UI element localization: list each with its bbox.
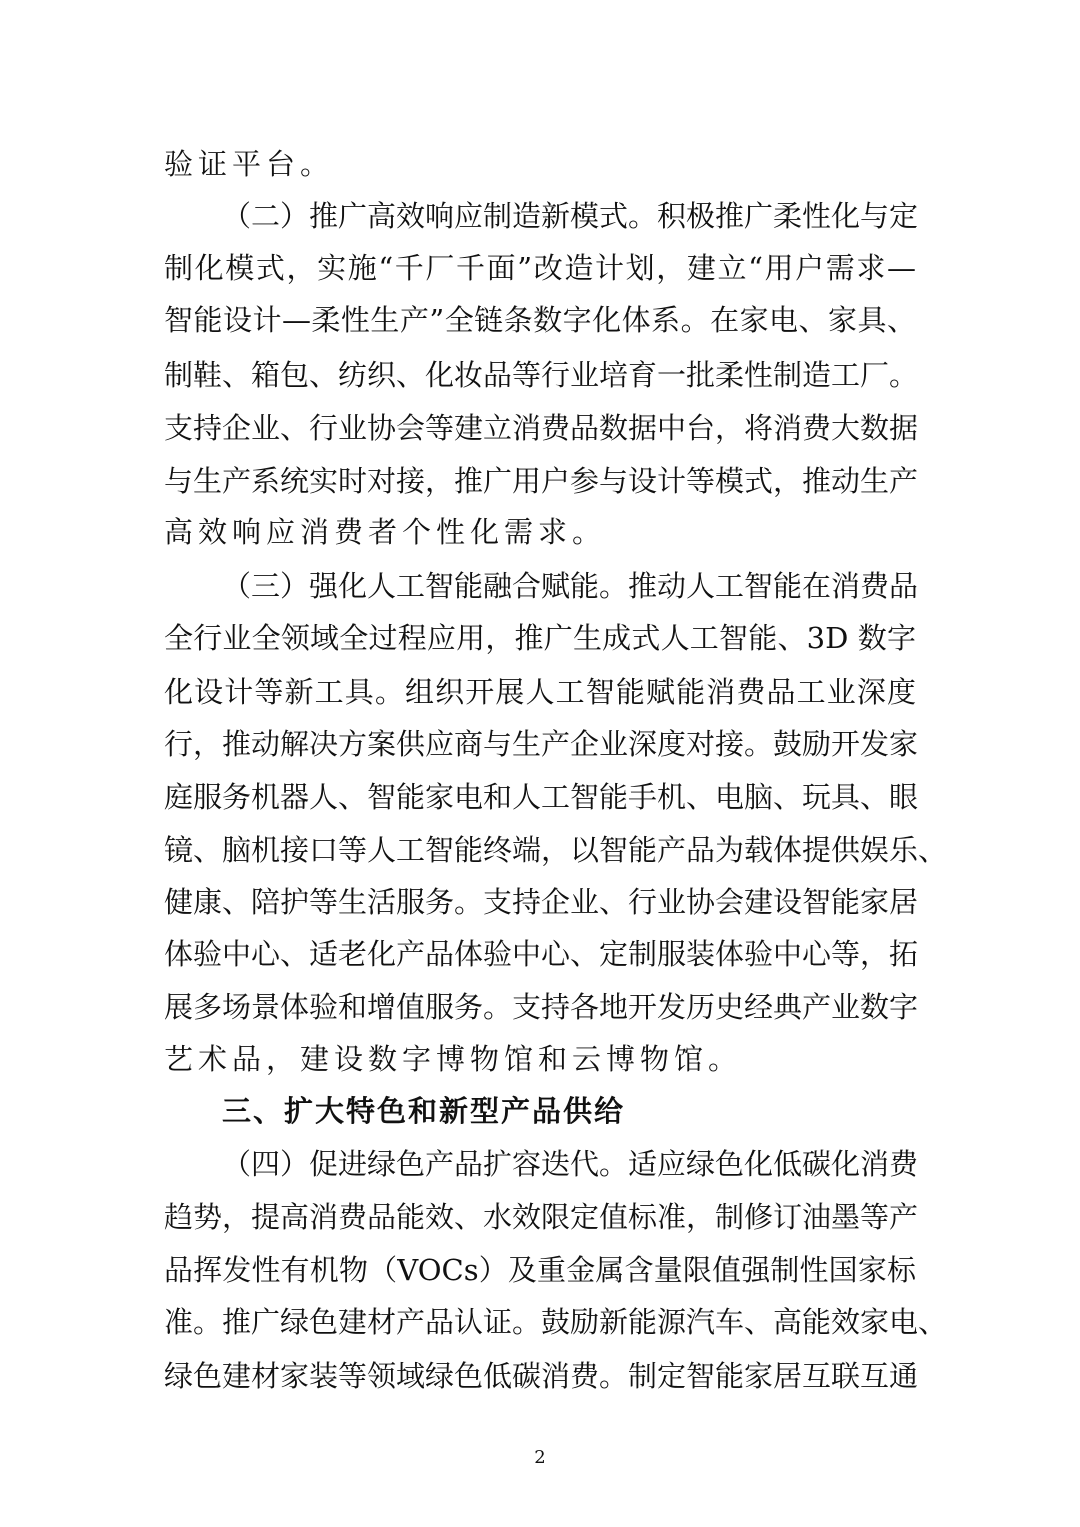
section-heading-3: （三）强化人工智能融合赋能。推动人工智能在消费品 <box>222 569 919 603</box>
text-line: 体验中心、适老化产品体验中心、定制服装体验中心等，拓 <box>164 937 919 971</box>
text-line: 行，推动解决方案供应商与生产企业深度对接。鼓励开发家 <box>164 727 919 761</box>
section-heading-2: （二）推广高效响应制造新模式。积极推广柔性化与定 <box>222 199 919 233</box>
text-line: 支持企业、行业协会等建立消费品数据中台，将消费大数据 <box>164 411 919 445</box>
text-line: 验证平台。 <box>164 147 335 181</box>
text-line: 健康、陪护等生活服务。支持企业、行业协会建设智能家居 <box>164 885 919 919</box>
text-line: 制化模式，实施“千厂千面”改造计划，建立“用户需求— <box>164 251 916 285</box>
text-line: 高效响应消费者个性化需求。 <box>164 515 607 549</box>
text-line: 镜、脑机接口等人工智能终端，以智能产品为载体提供娱乐、 <box>164 833 948 867</box>
section-heading-4: （四）促进绿色产品扩容迭代。适应绿色化低碳化消费 <box>222 1147 919 1181</box>
text-line: 准。推广绿色建材产品认证。鼓励新能源汽车、高能效家电、 <box>164 1305 948 1339</box>
text-line: 制鞋、箱包、纺织、化妆品等行业培育一批柔性制造工厂。 <box>164 358 919 392</box>
text-line: 与生产系统实时对接，推广用户参与设计等模式，推动生产 <box>164 464 919 498</box>
text-line: 艺术品，建设数字博物馆和云博物馆。 <box>164 1042 743 1076</box>
text-line: 品挥发性有机物（VOCs）及重金属含量限值强制性国家标 <box>164 1253 916 1287</box>
text-line: 趋势，提高消费品能效、水效限定值标准，制修订油墨等产 <box>164 1200 919 1234</box>
text-line: 展多场景体验和增值服务。支持各地开发历史经典产业数字 <box>164 990 919 1024</box>
text-line: 庭服务机器人、智能家电和人工智能手机、电脑、玩具、眼 <box>164 780 919 814</box>
page-number: 2 <box>534 1447 546 1468</box>
text-line: 智能设计—柔性生产”全链条数字化体系。在家电、家具、 <box>164 303 916 337</box>
text-line: 绿色建材家装等领域绿色低碳消费。制定智能家居互联互通 <box>164 1359 919 1393</box>
text-line: 全行业全领域全过程应用，推广生成式人工智能、3D 数字 <box>164 621 916 655</box>
text-line: 化设计等新工具。组织开展人工智能赋能消费品工业深度 <box>164 675 916 709</box>
chapter-heading: 三、扩大特色和新型产品供给 <box>222 1094 626 1128</box>
